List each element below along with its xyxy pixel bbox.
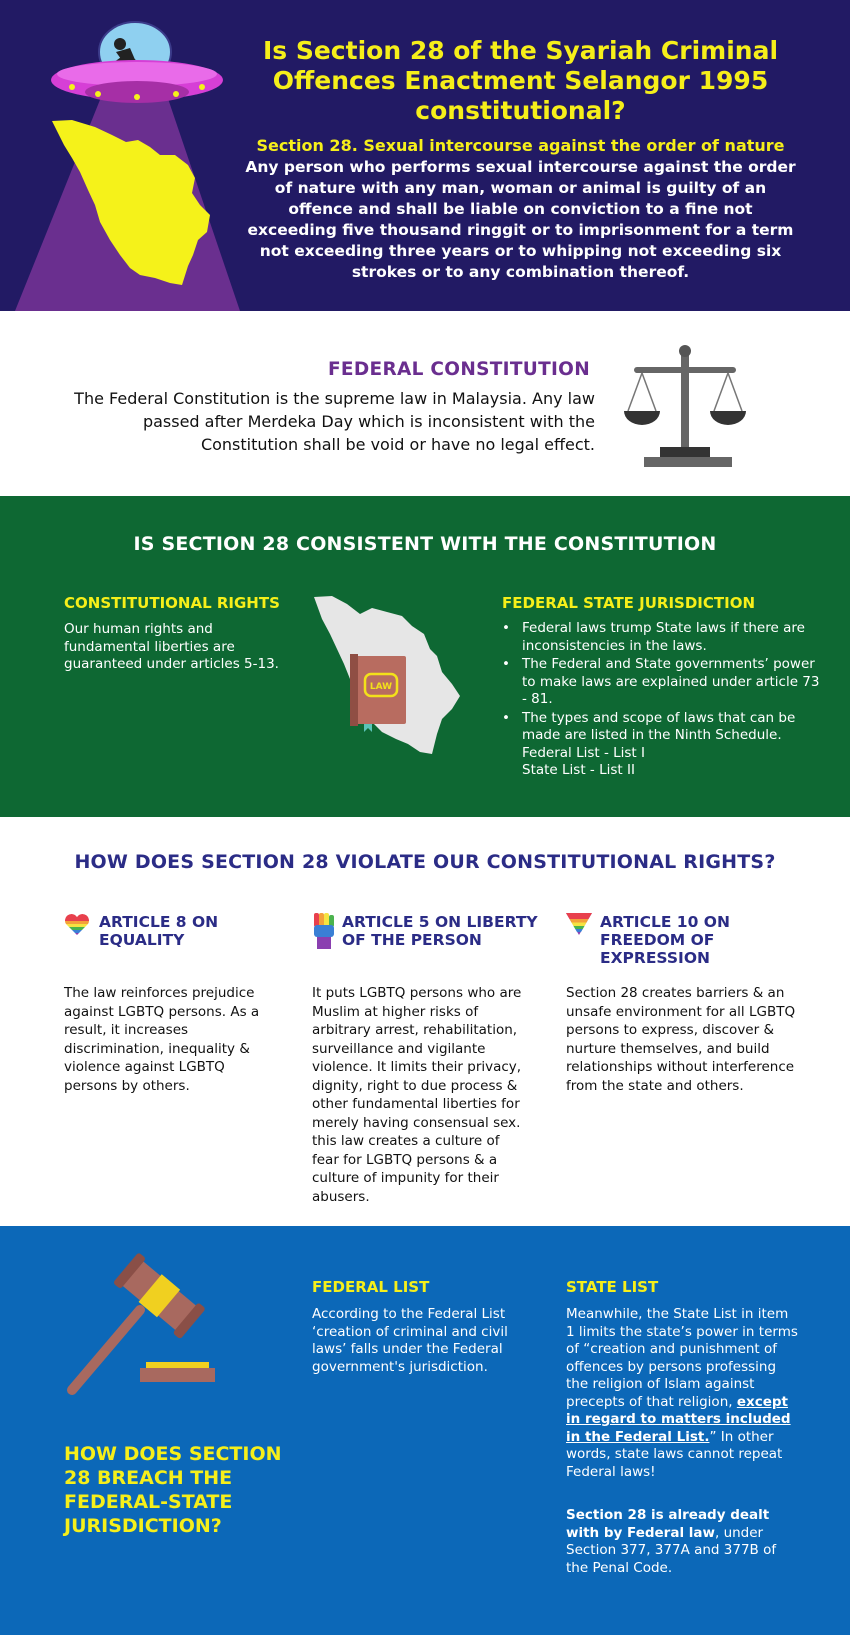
jurisdiction-bullet [502,710,822,780]
constitutional-rights-title: CONSTITUTIONAL RIGHTS [64,594,280,612]
gavel-icon [60,1250,220,1400]
violations-section [0,817,850,1226]
violations-heading: HOW DOES SECTION 28 VIOLATE OUR CONSTITUTIONAL RIGHTS? [74,851,776,873]
jurisdiction-bullet-text: • The types and scope of laws that can be made are listed in the Ninth Schedule. [522,709,796,743]
federal-constitution-section [0,311,850,496]
page-title: Is Section 28 of the Syariah Criminal Offences Enactment Selangor 1995 constitutional? [262,36,779,125]
state-list-text-a: Meanwhile, the State List in item 1 limits the state’s power in terms of “creation and punishment of offences by persons professing the religion of Islam against precepts of that religion, [566,1306,798,1410]
rainbow-triangle-icon [566,913,592,935]
penal-code-note-rest: , under Section 377, 377A and 377B of the Penal Code. [566,1524,777,1576]
consistency-section [0,496,850,817]
federal-constitution-heading: FEDERAL CONSTITUTION [327,359,590,380]
state-list-title: STATE LIST [566,1278,659,1296]
article-10-text: Section 28 creates barriers & an unsafe environment for all LGBTQ persons to express, discover & nurture themselves, and build relationships without interference from the state and others. [566,985,796,1094]
rainbow-heart-icon [64,913,90,937]
ufo-icon [51,22,223,103]
law-book-icon [350,654,406,732]
jurisdiction-section [0,1226,850,1635]
section-28-text: Any person who performs sexual intercourse against the order of nature with any man, woman or animal is guilty of an offence and shall be liable on conviction to a fine not exceeding five thousand ringgit or to imprisonment for a term not exceeding three years or to whipping not exceeding six strokes or to any combination thereof. [245,158,796,281]
breach-question-heading: HOW DOES SECTION 28 BREACH THE FEDERAL-STATE JURISDICTION? [64,1443,282,1537]
penal-code-note [566,1507,801,1577]
state-list-text-b: ” In other words, state laws cannot repeat Federal laws! [566,1428,783,1480]
constitutional-rights-text: Our human rights and fundamental liberties are guaranteed under articles 5-13. [64,621,279,672]
state-list-text [566,1306,801,1481]
penal-code-note-bold: Section 28 is already dealt with by Federal law [566,1507,770,1541]
scales-of-justice-icon [620,339,750,469]
header-section [0,0,850,311]
federal-list-exception-link[interactable]: except in regard to matters included in the Federal List. [566,1393,791,1445]
federal-list-title: FEDERAL LIST [312,1278,430,1296]
jurisdiction-bullet-list [502,620,822,781]
law-book-label: LAW [369,682,393,692]
state-list-line: State List - List II [522,762,635,778]
consistency-heading: IS SECTION 28 CONSISTENT WITH THE CONSTITUTION [133,533,717,555]
article-10-title: ARTICLE 10 ON FREEDOM OF EXPRESSION [600,913,730,967]
section-28-subtitle: Section 28. Sexual intercourse against the order of nature [256,136,785,155]
article-8-text: The law reinforces prejudice against LGBTQ persons. As a result, it increases discrimination, inequality & violence against LGBTQ persons by others. [64,985,260,1094]
federal-list-text: According to the Federal List ‘creation of criminal and civil laws’ falls under the Federal government's jurisdiction. [312,1306,508,1375]
federal-constitution-text: The Federal Constitution is the supreme law in Malaysia. Any law passed after Merdeka Day which is inconsistent with the Constitution shall be void or have no legal effect. [74,389,595,454]
ufo-illustration [0,0,250,311]
article-5-text: It puts LGBTQ persons who are Muslim at higher risks of arbitrary arrest, rehabilitation, surveillance and vigilante violence. It limits their privacy, dignity, right to due process & other fundamental liberties for merely having consensual sex. this law creates a culture of fear for LGBTQ persons & a culture of impunity for their abusers. [312,985,522,1205]
article-8-title: ARTICLE 8 ON EQUALITY [99,913,219,949]
article-5-title: ARTICLE 5 ON LIBERTY OF THE PERSON [342,913,538,949]
rainbow-fist-icon [312,913,336,949]
federal-state-jurisdiction-title: FEDERAL STATE JURISDICTION [502,594,756,612]
jurisdiction-bullet: • Federal laws trump State laws if there are inconsistencies in the laws. [502,620,822,655]
map-with-law-book [312,594,482,764]
jurisdiction-bullet: • The Federal and State governments’ power to make laws are explained under article 73 - 81. [502,656,822,709]
federal-list-line: Federal List - List I [522,744,645,761]
